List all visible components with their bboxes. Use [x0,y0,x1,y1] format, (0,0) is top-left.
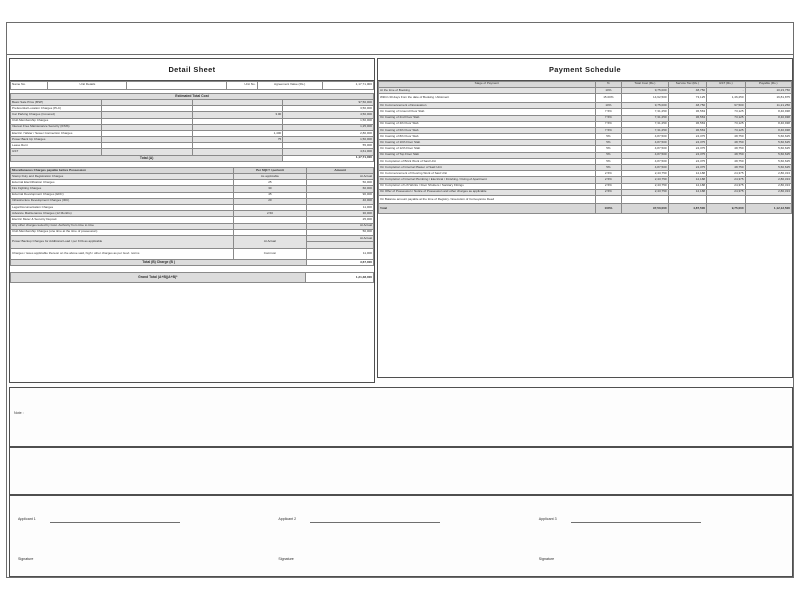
misc-total-value: 3,67,000 [307,259,374,265]
payment-col-4: GST (Rs.) [707,81,745,87]
misc-row-per-4: 20 [233,198,307,204]
payment-row-total-9: 4,87,500 [622,146,668,152]
info-label-2: Unit No. [227,81,258,89]
payment-total-payable: 1,12,12,500 [745,203,791,213]
info-label-0: Name No. [11,81,48,89]
payment-row-gst-17 [707,195,745,203]
payment-row-stage-4: On Casting of 2nd Floor Slab [379,115,596,121]
payment-row-st-6: 36,563 [668,127,706,133]
signature-2-label: Signature [278,557,294,561]
misc-row-per-0: As applicable [233,174,307,180]
applicant-1-label: Applicant 1 [18,517,36,521]
payment-row-pct-4: 7.5% [595,115,622,121]
payment-total-gst: 9,75,000 [707,203,745,213]
payment-row-stage-2: On Commencement of Excavation [379,103,596,109]
payment-row-payable-4: 8,40,938 [745,115,791,121]
payment-row-pct-12: 5% [595,165,622,171]
info-value-1 [127,81,227,89]
cost-row-amount-4: 1,25,000 [283,124,374,130]
misc-charges-table [10,167,374,266]
payment-row-pct-14: 2.5% [595,177,622,183]
detail-info-table [10,81,374,90]
cost-row-amount-6: 1,50,000 [283,137,374,143]
payment-row-gst-9: 48,750 [707,146,745,152]
payment-row-payable-3: 8,40,938 [745,109,791,115]
payment-row-st-0: 48,750 [668,87,706,93]
payment-total-st: 4,87,500 [668,203,706,213]
payment-row-payable-10: 5,60,625 [745,152,791,158]
cost-row-desc-3: Club Membership Charges [11,118,102,124]
payment-row-pct-9: 5% [595,146,622,152]
payment-row-total-1: 14,62,500 [622,94,668,103]
misc-row-amount-8: At Actual [307,223,374,229]
info-value-total: 1,17,71,000 [322,81,373,89]
payment-row-payable-16: 2,80,313 [745,189,791,195]
payment-row-payable-6: 8,40,938 [745,127,791,133]
misc-row-desc-8: Any other charges levied by Govt. Authority from time to time [11,223,234,229]
applicant-2-label: Applicant 2 [278,517,297,521]
payment-row-stage-15: On Completion of Lift Works / Door Shutters / Sanitary Fittings [379,183,596,189]
payment-row-pct-5: 7.5% [595,121,622,127]
payment-row-total-6: 7,31,250 [622,127,668,133]
misc-row-desc-7: Electric Meter & Security Deposit [11,217,234,223]
misc-row-amount-9: 50,000 [307,229,374,235]
payment-row-st-7: 24,375 [668,134,706,140]
cost-row-desc-2: Car Parking Charges (Covered) [11,112,102,118]
misc-row-per-6: 2.50 [233,211,307,217]
payment-row-payable-13: 2,80,313 [745,171,791,177]
cost-total-label: Total (A) [11,155,283,161]
payment-row-gst-16: 24,375 [707,189,745,195]
misc-header-right: Amount [307,167,374,173]
payment-row-gst-7: 48,750 [707,134,745,140]
applicant-3-line[interactable] [571,522,701,523]
misc-row-per-10: At Actual [233,235,307,248]
payment-row-gst-1: 1,46,250 [707,94,745,103]
payment-row-payable-12: 5,60,625 [745,165,791,171]
payment-total-pct: 100% [595,203,622,213]
misc-row-amount-11: 11,000 [307,248,374,259]
payment-row-total-5: 7,31,250 [622,121,668,127]
misc-row-per-3: 45 [233,192,307,198]
payment-row-stage-14: On Completion of Internal Plumbing / Electrical / Finishing / Fixing of Apartment [379,177,596,183]
payment-row-pct-17 [595,195,622,203]
payment-row-payable-1: 16,81,875 [745,94,791,103]
payment-row-payable-5: 8,40,938 [745,121,791,127]
payment-row-st-11: 24,375 [668,158,706,164]
payment-row-st-15: 12,188 [668,183,706,189]
signature-col-2 [270,496,530,576]
payment-schedule-title: Payment Schedule [378,59,792,81]
misc-row-amount-10: At Actual [307,235,374,242]
payment-row-pct-7: 5% [595,134,622,140]
payment-col-3: Service Tax (Rs.) [668,81,706,87]
payment-row-stage-9: On Casting of 12th Floor Slab [379,146,596,152]
misc-row-amount-3: 90,000 [307,192,374,198]
applicant-3-label: Applicant 3 [538,517,557,521]
payment-row-pct-11: 5% [595,158,622,164]
misc-row-per-11: Common [233,248,307,259]
misc-row-amount-0: At Actual [307,174,374,180]
cost-row-desc-0: Basic Sale Price (BSP) [11,99,102,105]
payment-row-pct-13: 2.5% [595,171,622,177]
grand-total-table [10,272,374,283]
misc-row-desc-11: Charges / taxes applicable thereon on the above said, high / other charges as per Govt. norms [11,248,234,259]
payment-row-pct-16: 2.5% [595,189,622,195]
payment-row-st-4: 36,563 [668,115,706,121]
payment-row-total-8: 4,87,500 [622,140,668,146]
estimated-cost-table [10,93,374,162]
cost-row-amount-2: 4,50,000 [283,112,374,118]
misc-row-amount-7: 25,000 [307,217,374,223]
payment-row-stage-1: Within 30 days from the date of Booking / Allotment [379,94,596,103]
payment-row-gst-15: 24,375 [707,183,745,189]
payment-row-payable-17 [745,195,791,203]
payment-row-pct-0: 10% [595,87,622,93]
payment-row-stage-7: On Casting of 8th Floor Slab [379,134,596,140]
signature-col-1 [10,496,270,576]
payment-row-pct-6: 7.5% [595,127,622,133]
payment-row-st-12: 24,375 [668,165,706,171]
payment-row-st-17 [668,195,706,203]
cost-row-desc-1: Preferential Location Charges (PLC) [11,106,102,112]
payment-row-gst-10: 48,750 [707,152,745,158]
misc-row-desc-0: Stamp Duty and Registration Charges [11,174,234,180]
cost-row-rate-5: 1,400 [192,130,283,136]
payment-col-2: Total Cost (Rs.) [622,81,668,87]
payment-row-pct-15: 2.5% [595,183,622,189]
payment-total-label: Total [379,203,596,213]
payment-row-payable-8: 5,60,625 [745,140,791,146]
misc-row-amount-4: 40,000 [307,198,374,204]
payment-total-total: 97,50,000 [622,203,668,213]
payment-row-st-1: 73,125 [668,94,706,103]
detail-sheet-panel [9,58,375,383]
signature-1-label: Signature [18,557,34,561]
payment-row-st-10: 24,375 [668,152,706,158]
payment-row-st-14: 12,188 [668,177,706,183]
payment-row-stage-16: On Offer of Possession / Notice of Possession and other charges as applicable [379,189,596,195]
payment-schedule-table [378,81,792,214]
misc-row-desc-2: Fire Fighting Charges [11,186,234,192]
payment-row-gst-8: 48,750 [707,140,745,146]
payment-row-gst-11: 48,750 [707,158,745,164]
header-strip [7,23,793,55]
payment-row-gst-12: 48,750 [707,165,745,171]
payment-row-st-16: 12,188 [668,189,706,195]
cost-total-value: 1,17,71,000 [283,155,374,161]
detail-sheet-title: Detail Sheet [10,59,374,81]
cost-row-rate-6: 75 [192,137,283,143]
misc-row-per-1: 25 [233,180,307,186]
cost-row-rate-2: 3.00 [192,112,283,118]
applicant-2-line[interactable] [310,522,440,523]
misc-total-label: Total (B) Charge (B ) [11,259,307,265]
info-label-1: Unit Details [48,81,127,89]
payment-row-total-4: 7,31,250 [622,115,668,121]
cost-row-amount-1: 3,50,000 [283,106,374,112]
misc-row-desc-1: External Electrification Charges [11,180,234,186]
misc-row-amount-1: 50,000 [307,180,374,186]
signature-3-label: Signature [538,557,555,561]
payment-row-st-2: 48,750 [668,103,706,109]
payment-schedule-panel [377,58,793,378]
payment-row-st-3: 36,563 [668,109,706,115]
payment-row-stage-6: On Casting of 6th Floor Slab [379,127,596,133]
payment-row-gst-5: 73,125 [707,121,745,127]
payment-row-gst-2: 97,500 [707,103,745,109]
payment-row-stage-0: At the time of Booking [379,87,596,93]
notes-label: Note : [14,411,24,415]
payment-col-1: % [595,81,622,87]
applicant-1-line[interactable] [50,522,180,523]
signature-col-3 [531,496,792,576]
payment-row-payable-0: 10,23,750 [745,87,791,93]
misc-row-amount-6: 30,000 [307,211,374,217]
cost-row-desc-7: Lease Rent [11,143,102,149]
payment-row-payable-9: 5,60,625 [745,146,791,152]
payment-row-gst-3: 73,125 [707,109,745,115]
payment-row-total-12: 4,87,500 [622,165,668,171]
misc-row-desc-5: Legal Documentation Charges [11,204,234,210]
payment-row-st-5: 36,563 [668,121,706,127]
payment-row-stage-17: On Balance amount payable at the time of Registry / Execution of Conveyance Deed [379,195,596,203]
notes-area[interactable] [9,387,793,447]
cost-row-desc-6: Power Back Up Charges [11,137,102,143]
payment-col-5: Payable (Rs.) [745,81,791,87]
payment-row-stage-12: On Completion of Internal Plaster of Said Unit [379,165,596,171]
payment-row-gst-0: - [707,87,745,93]
misc-header-mid: Per SQFT / per/unit [233,167,307,173]
misc-row-per-2: 30 [233,186,307,192]
cost-row-desc-4: Interest Free Maintenance Security (IFMS) [11,124,102,130]
cost-row-desc-8: GST [11,149,102,155]
payment-row-stage-11: On Completion of Brick Work of Said Unit [379,158,596,164]
payment-row-pct-1: 15.00% [595,94,622,103]
cost-row-amount-3: 1,50,000 [283,118,374,124]
cost-row-amount-0: 97,50,000 [283,99,374,105]
payment-row-total-3: 7,31,250 [622,109,668,115]
payment-row-payable-2: 11,21,250 [745,103,791,109]
payment-row-total-2: 9,75,000 [622,103,668,109]
payment-row-payable-11: 5,60,625 [745,158,791,164]
payment-row-pct-8: 5% [595,140,622,146]
payment-row-st-8: 24,375 [668,140,706,146]
grand-total-value: 1,21,38,000 [305,273,373,283]
payment-row-total-17 [622,195,668,203]
grand-total-label: Grand Total (A+B)(A+B)* [11,273,306,283]
payment-row-stage-3: On Casting of Ground Floor Slab [379,109,596,115]
payment-row-total-11: 4,87,500 [622,158,668,164]
cost-row-amount-8: 4,61,000 [283,149,374,155]
estimated-cost-header: Estimated Total Cost [11,93,374,99]
payment-row-total-10: 4,87,500 [622,152,668,158]
payment-row-stage-10: On Casting of Top Floor Slab [379,152,596,158]
payment-row-payable-14: 2,80,313 [745,177,791,183]
payment-row-stage-5: On Casting of 4th Floor Slab [379,121,596,127]
misc-row-desc-4: Infrastructure Development Charges (IDC) [11,198,234,204]
payment-row-pct-2: 10% [595,103,622,109]
misc-row-desc-9: Club Membership Charges (one time at the time of possession) [11,229,234,235]
misc-row-desc-6: Advance Maintenance Charges (12 Months) [11,211,234,217]
misc-header-left: Miscellaneous Charges payable before Possession [11,167,234,173]
payment-row-total-0: 9,75,000 [622,87,668,93]
cost-row-desc-5: Electric / Water / Sewer Connection Charges [11,130,102,136]
payment-row-gst-6: 73,125 [707,127,745,133]
payment-col-0: Stage of Payment [379,81,596,87]
payment-row-pct-10: 5% [595,152,622,158]
payment-row-total-13: 2,43,750 [622,171,668,177]
payment-row-total-7: 4,87,500 [622,134,668,140]
payment-row-st-13: 12,188 [668,171,706,177]
info-label-3: Agreement Value (Rs.) [257,81,322,89]
payment-row-total-15: 2,43,750 [622,183,668,189]
payment-row-payable-15: 2,80,313 [745,183,791,189]
misc-row-amount-2: 60,000 [307,186,374,192]
payment-row-st-9: 24,375 [668,146,706,152]
payment-row-stage-8: On Casting of 10th Floor Slab [379,140,596,146]
payment-row-total-16: 2,43,750 [622,189,668,195]
misc-row-desc-3: External Development Charges (EDC) [11,192,234,198]
payment-row-pct-3: 7.5% [595,109,622,115]
misc-row-desc-10: Power Backup Charges for Additional Load / per KVA as applicable [11,235,234,248]
cost-row-amount-7: 55,000 [283,143,374,149]
payment-row-total-14: 2,43,750 [622,177,668,183]
payment-row-gst-4: 73,125 [707,115,745,121]
scanned-form-sheet [6,22,794,578]
misc-row-amount-5: 11,000 [307,204,374,210]
payment-row-gst-14: 24,375 [707,177,745,183]
notes-area-secondary[interactable] [9,447,793,495]
signature-area [9,495,793,577]
payment-row-stage-13: On Commencement of Flooring Work of Said Unit [379,171,596,177]
cost-row-amount-5: 2,80,000 [283,130,374,136]
payment-row-payable-7: 5,60,625 [745,134,791,140]
payment-row-gst-13: 24,375 [707,171,745,177]
